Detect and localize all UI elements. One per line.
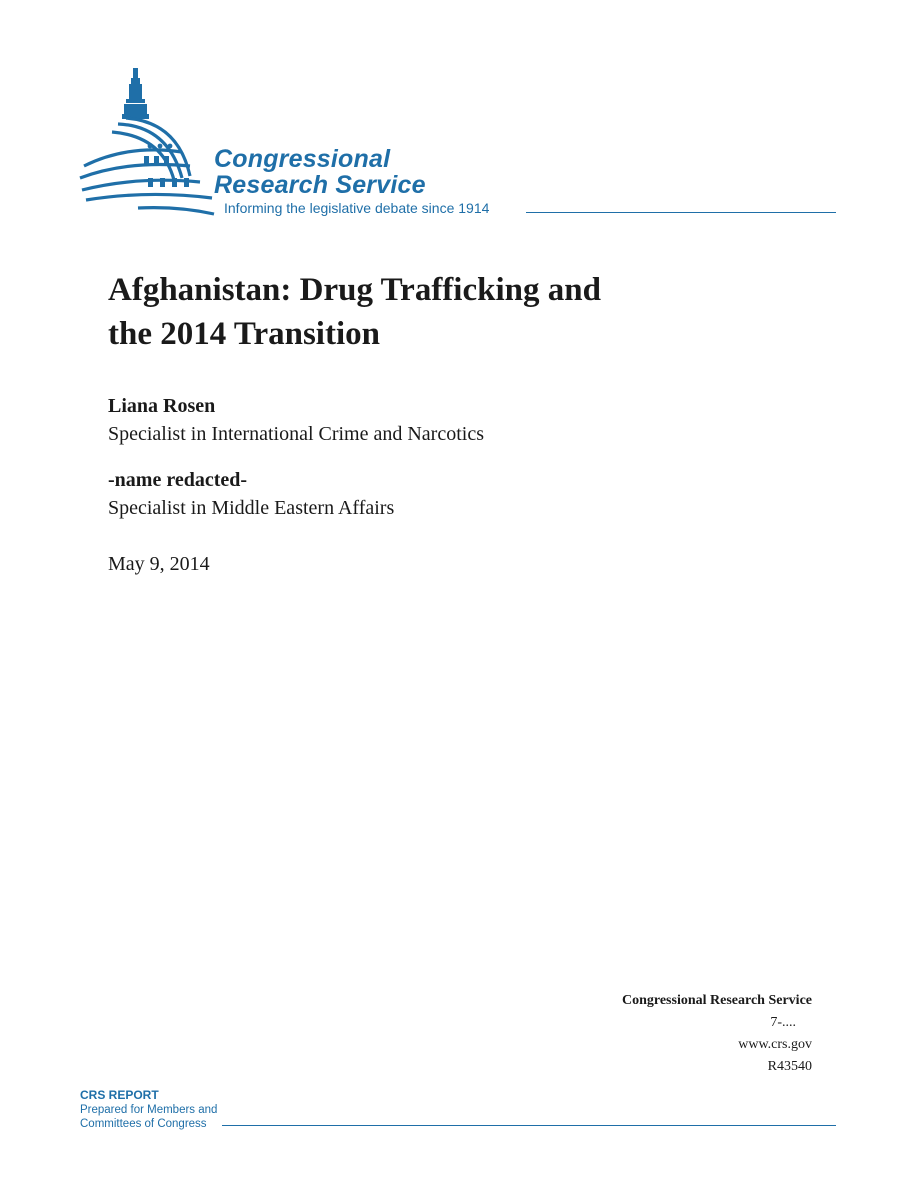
publisher-code: 7-.... — [770, 1015, 796, 1030]
author-name: Liana Rosen — [108, 395, 216, 417]
footer-line2: Committees of Congress — [80, 1118, 207, 1130]
author-block-2 — [108, 466, 748, 522]
author-block-1 — [108, 392, 748, 448]
footer-divider — [222, 1125, 836, 1126]
logo-name-line1: Congressional — [214, 145, 391, 173]
report-title — [108, 268, 748, 356]
publisher-info — [622, 990, 812, 1078]
capitol-dome-icon — [78, 66, 218, 218]
report-date: May 9, 2014 — [108, 553, 210, 575]
author-role: Specialist in International Crime and Narcotics — [108, 423, 484, 445]
logo-wordmark — [214, 146, 426, 198]
logo-name-line2: Research Service — [214, 171, 426, 199]
author-role: Specialist in Middle Eastern Affairs — [108, 497, 395, 519]
logo-tagline: Informing the legislative debate since 1914 — [224, 200, 490, 216]
crs-logo — [78, 66, 838, 226]
publisher-org: Congressional Research Service — [621, 993, 812, 1008]
logo-divider — [526, 212, 836, 213]
footer-line1: Prepared for Members and — [80, 1104, 218, 1116]
footer-label: CRS REPORT — [80, 1088, 159, 1102]
report-title-line2: the 2014 Transition — [108, 316, 380, 352]
crs-report-footer — [80, 1088, 836, 1131]
author-name: -name redacted- — [108, 469, 248, 491]
publisher-website[interactable]: www.crs.gov — [738, 1037, 812, 1052]
report-number: R43540 — [767, 1059, 812, 1074]
report-title-line1: Afghanistan: Drug Trafficking and — [108, 272, 601, 308]
